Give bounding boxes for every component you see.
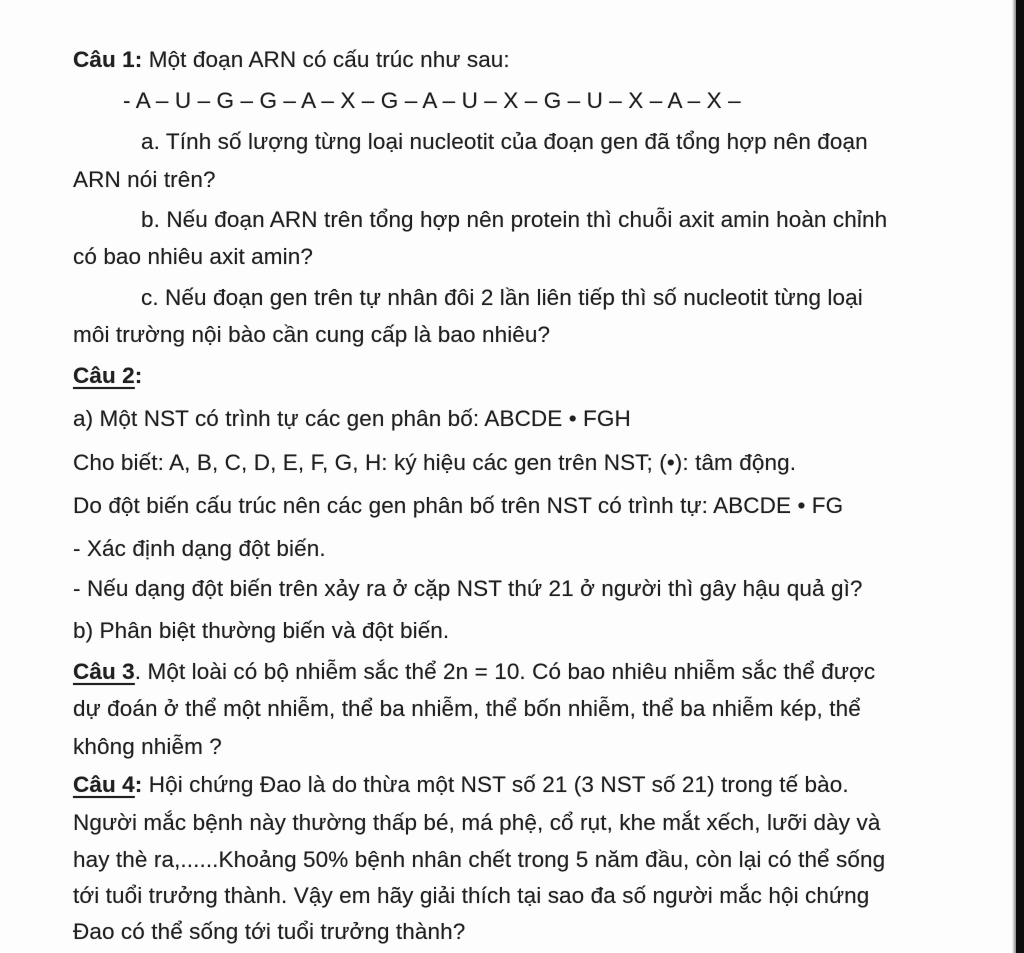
cau4-line-1-bold-label: :	[134, 772, 143, 797]
cau1-part-c-line-1	[141, 283, 863, 313]
screen-edge-bar	[1016, 0, 1024, 953]
cau2-dash-item-1-text: - Xác định dạng đột biến.	[73, 536, 326, 561]
cau4-line-1-underlined-label: Câu 4	[73, 772, 135, 797]
cau4-line-4	[73, 881, 869, 911]
cau1-part-c-line-2	[73, 320, 550, 350]
cau2-heading-underlined-label: Câu 2	[73, 363, 135, 388]
cau4-line-2	[73, 808, 880, 838]
cau2-a-gene-order-line	[73, 404, 631, 434]
cau4-line-3-text: hay thè ra,......Khoảng 50% bệnh nhân chết trong 5 năm đầu, còn lại có thể sống	[73, 847, 886, 872]
cau2-a-gene-order-line-text: a) Một NST có trình tự các gen phân bố: ABCDE • FGH	[73, 406, 631, 431]
cau2-heading	[73, 361, 142, 391]
cau2-part-b-line	[73, 616, 449, 646]
cau1-heading-line	[73, 45, 510, 75]
cau2-part-b-line-text: b) Phân biệt thường biến và đột biến.	[73, 618, 450, 643]
cau3-line-3-text: không nhiễm ?	[73, 734, 222, 759]
cau3-line-1	[73, 657, 875, 687]
cau3-line-1-text: . Một loài có bộ nhiễm sắc thể 2n = 10. Có bao nhiêu nhiễm sắc thể được	[134, 659, 876, 684]
cau1-heading-line-bold-label: Câu 1:	[73, 47, 143, 72]
cau1-part-a-line-1	[141, 127, 868, 157]
cau1-part-b-line-1	[141, 205, 887, 235]
cau2-legend-line-text: Cho biết: A, B, C, D, E, F, G, H: ký hiệu các gen trên NST; (•): tâm động.	[73, 450, 797, 475]
cau2-mutated-order-line-text: Do đột biến cấu trúc nên các gen phân bố trên NST có trình tự: ABCDE • FG	[73, 493, 844, 518]
cau3-line-1-underlined-label: Câu 3	[73, 659, 135, 684]
cau1-part-c-line-2-text: môi trường nội bào cần cung cấp là bao nhiêu?	[73, 322, 551, 347]
cau4-line-5	[73, 917, 465, 947]
cau4-line-1	[73, 770, 849, 800]
cau1-part-a-line-1-text: a. Tính số lượng từng loại nucleotit của đoạn gen đã tổng hợp nên đoạn	[141, 129, 868, 154]
rna-sequence-line	[123, 86, 741, 116]
cau2-legend-line	[73, 448, 796, 478]
cau4-line-4-text: tới tuổi trưởng thành. Vậy em hãy giải thích tại sao đa số người mắc hội chứng	[73, 883, 870, 908]
cau1-part-a-line-2-text: ARN nói trên?	[73, 167, 216, 192]
rna-sequence-line-text: - A – U – G – G – A – X – G – A – U – X – G – U – X – A – X –	[123, 88, 741, 113]
cau2-mutated-order-line	[73, 491, 843, 521]
cau4-line-3	[73, 845, 885, 875]
cau3-line-2	[73, 694, 861, 724]
cau2-dash-item-1	[73, 534, 326, 564]
cau1-part-b-line-2	[73, 242, 313, 272]
cau4-line-1-text: Hội chứng Đao là do thừa một NST số 21 (3 NST số 21) trong tế bào.	[142, 772, 849, 797]
cau1-part-b-line-1-text: b. Nếu đoạn ARN trên tổng hợp nên protein thì chuỗi axit amin hoàn chỉnh	[141, 207, 888, 232]
cau2-dash-item-2-text: - Nếu dạng đột biến trên xảy ra ở cặp NST thứ 21 ở người thì gây hậu quả gì?	[73, 576, 863, 601]
cau1-part-c-line-1-text: c. Nếu đoạn gen trên tự nhân đôi 2 lần liên tiếp thì số nucleotit từng loại	[141, 285, 863, 310]
cau1-part-b-line-2-text: có bao nhiêu axit amin?	[73, 244, 313, 269]
cau1-part-a-line-2	[73, 165, 216, 195]
cau2-heading-bold-label: :	[134, 363, 143, 388]
cau4-line-2-text: Người mắc bệnh này thường thấp bé, má phệ, cổ rụt, khe mắt xếch, lưỡi dày và	[73, 810, 881, 835]
cau3-line-2-text: dự đoán ở thể một nhiễm, thể ba nhiễm, thể bốn nhiễm, thể ba nhiễm kép, thể	[73, 696, 861, 721]
cau4-line-5-text: Đao có thể sống tới tuổi trưởng thành?	[73, 919, 466, 944]
cau1-heading-line-text: Một đoạn ARN có cấu trúc như sau:	[142, 47, 510, 72]
cau3-line-3	[73, 732, 222, 762]
cau2-dash-item-2	[73, 574, 863, 604]
